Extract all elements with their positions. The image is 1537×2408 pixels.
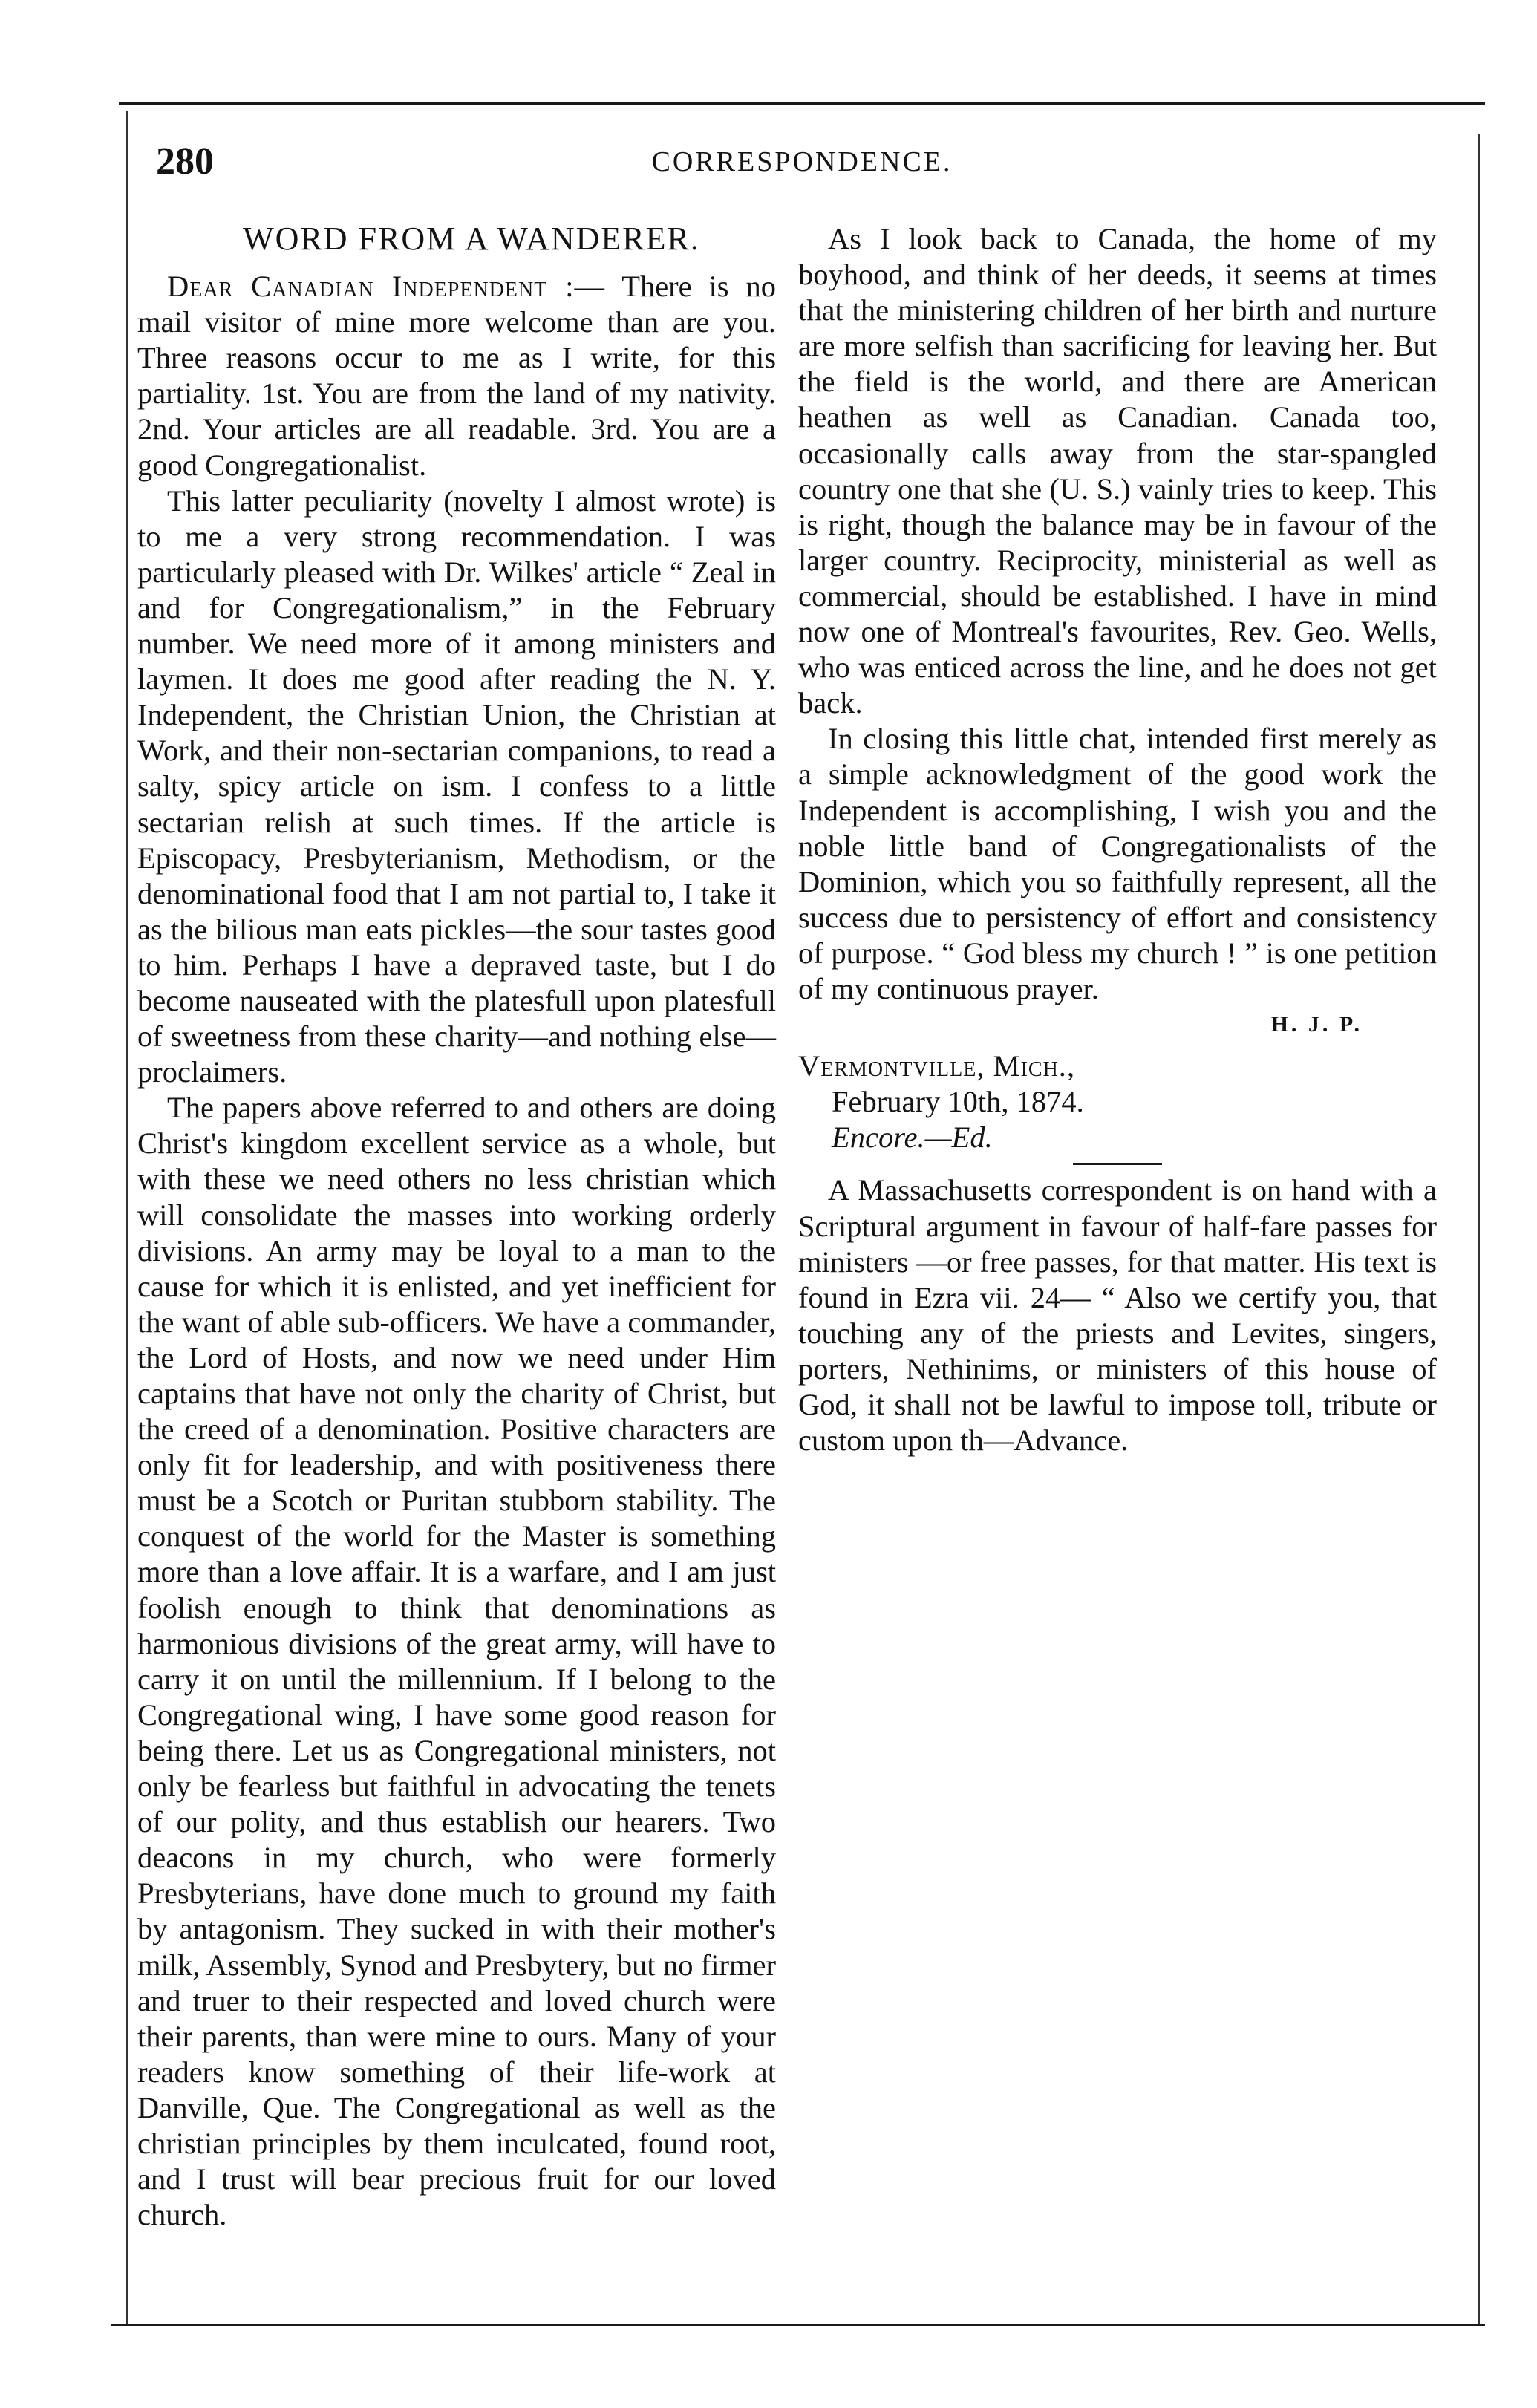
paragraph-1: There is no mail visitor of mine more welcome than are you. Three reasons occur to me as I write, for this partiality. 1st. You are from the land of my nativity. 2nd. Your articles are all readable. 3rd. You are a good Congregationalist.	[137, 270, 776, 482]
paragraph-2: This latter peculiarity (novelty I almost wrote) is to me a very strong recommendation. I was particularly pleased with Dr. Wilkes' article “ Zeal in and for Congregationalism,” in the February number. We need more of it among ministers and laymen. It does me good after reading the N. Y. Independent, the Christian Union, the Christian at Work, and their non-sectarian companions, to read a salty, spicy article on ism. I confess to a little sectarian relish at such times. If the article is Episcopacy, Presbyterianism, Methodism, or the denominational food that I am not partial to, I take it as the bilious man eats pickles—the sour tastes good to him. Perhaps I have a depraved taste, but I do become nauseated with the platesfull upon platesfull of sweetness from these charity—and nothing else—proclaimers.	[137, 483, 776, 1089]
section-divider	[1073, 1163, 1162, 1165]
left-rule	[126, 111, 128, 2324]
paragraph-3: The papers above referred to and others are doing Christ's kingdom excellent service as a whole, but with these we need others no less christian which will consolidate the masses into working orderly divisions. An army may be loyal to a man to the cause for which it is enlisted, and yet inefficient for the want of able sub-officers. We have a commander, the Lord of Hosts, and now we need under Him captains that have not only the charity of Christ, but the creed of a denomination. Positive characters are only fit for leadership, and with positiveness there must be a Scotch or Puritan stubborn stability. The conquest of the world for the Master is something more than a love affair. It is a warfare, and I am just foolish enough to think that denominations as harmonious divisions of the great army, will have to carry it on until the millennium. If I belong to the Congregational wing, I have some good reason for being there. Let us as Congregational ministers, not only be fearless but faithful in advocating the tenets of our polity, and thus establish our hearers. Two deacons in my church, who were formerly Presbyterians, have done much to ground my faith by antagonism. They sucked in with their mother's milk, Assembly, Synod and Presbytery, but no firmer and truer to their respected and loved church were their parents, than were mine to ours. Many of your readers know something of their life-work at Danville, Que. The Congregational as well as the christian principles by them inculcated, found root, and I trust will bear precious fruit for our loved church.	[137, 1091, 776, 2232]
salutation: Dear Canadian Independent :—	[167, 270, 605, 304]
dateline-place: Vermontville, Mich.,	[798, 1049, 1076, 1083]
dateline	[798, 1048, 1437, 1155]
signature: H. J. P.	[1270, 1012, 1363, 1037]
top-rule	[119, 102, 1485, 105]
page-number: 280	[156, 140, 214, 183]
running-title: CORRESPONDENCE.	[651, 146, 953, 177]
page-header	[156, 140, 1448, 199]
article-title: WORD FROM A WANDERER.	[243, 221, 700, 257]
right-column	[798, 221, 1437, 1458]
article-body	[137, 269, 776, 483]
dateline-date: February 10th, 1874.	[832, 1085, 1084, 1119]
massachusetts-note: A Massachusetts correspondent is on hand with a Scriptural argument in favour of half-fare passes for ministers —or free passes, for that matter. His text is found in Ezra vii. 24— “ Also we certify you, that touching any of the priests and Levites, singers, porters, Nethinims, or ministers of this house of God, it shall not be lawful to impose toll, tribute or custom upon th—Advance.	[798, 1173, 1437, 1458]
right-rule	[1478, 134, 1480, 2324]
paragraph-5: In closing this little chat, intended first merely as a simple acknowledgment of the good work the Independent is accomplishing, I wish you and the noble little band of Congregationalists of the Dominion, which you so faithfully represent, all the success due to persistency of effort and consistency of purpose. “ God bless my church ! ” is one petition of my continuous prayer.	[798, 722, 1437, 1005]
editor-note: Encore.—Ed.	[832, 1120, 993, 1155]
left-column	[137, 221, 776, 2233]
bottom-rule	[111, 2324, 1485, 2326]
paragraph-4: As I look back to Canada, the home of my boyhood, and think of her deeds, it seems at times that the ministering children of her birth and nurture are more selfish than sacrificing for leaving her. But the field is the world, and there are American heathen as well as Canadian. Canada too, occasionally calls away from the star-spangled country one that she (U. S.) vainly tries to keep. This is right, though the balance may be in favour of the larger country. Reciprocity, ministerial as well as commercial, should be established. I have in mind now one of Montreal's favourites, Rev. Geo. Wells, who was enticed across the line, and he does not get back.	[798, 222, 1437, 720]
